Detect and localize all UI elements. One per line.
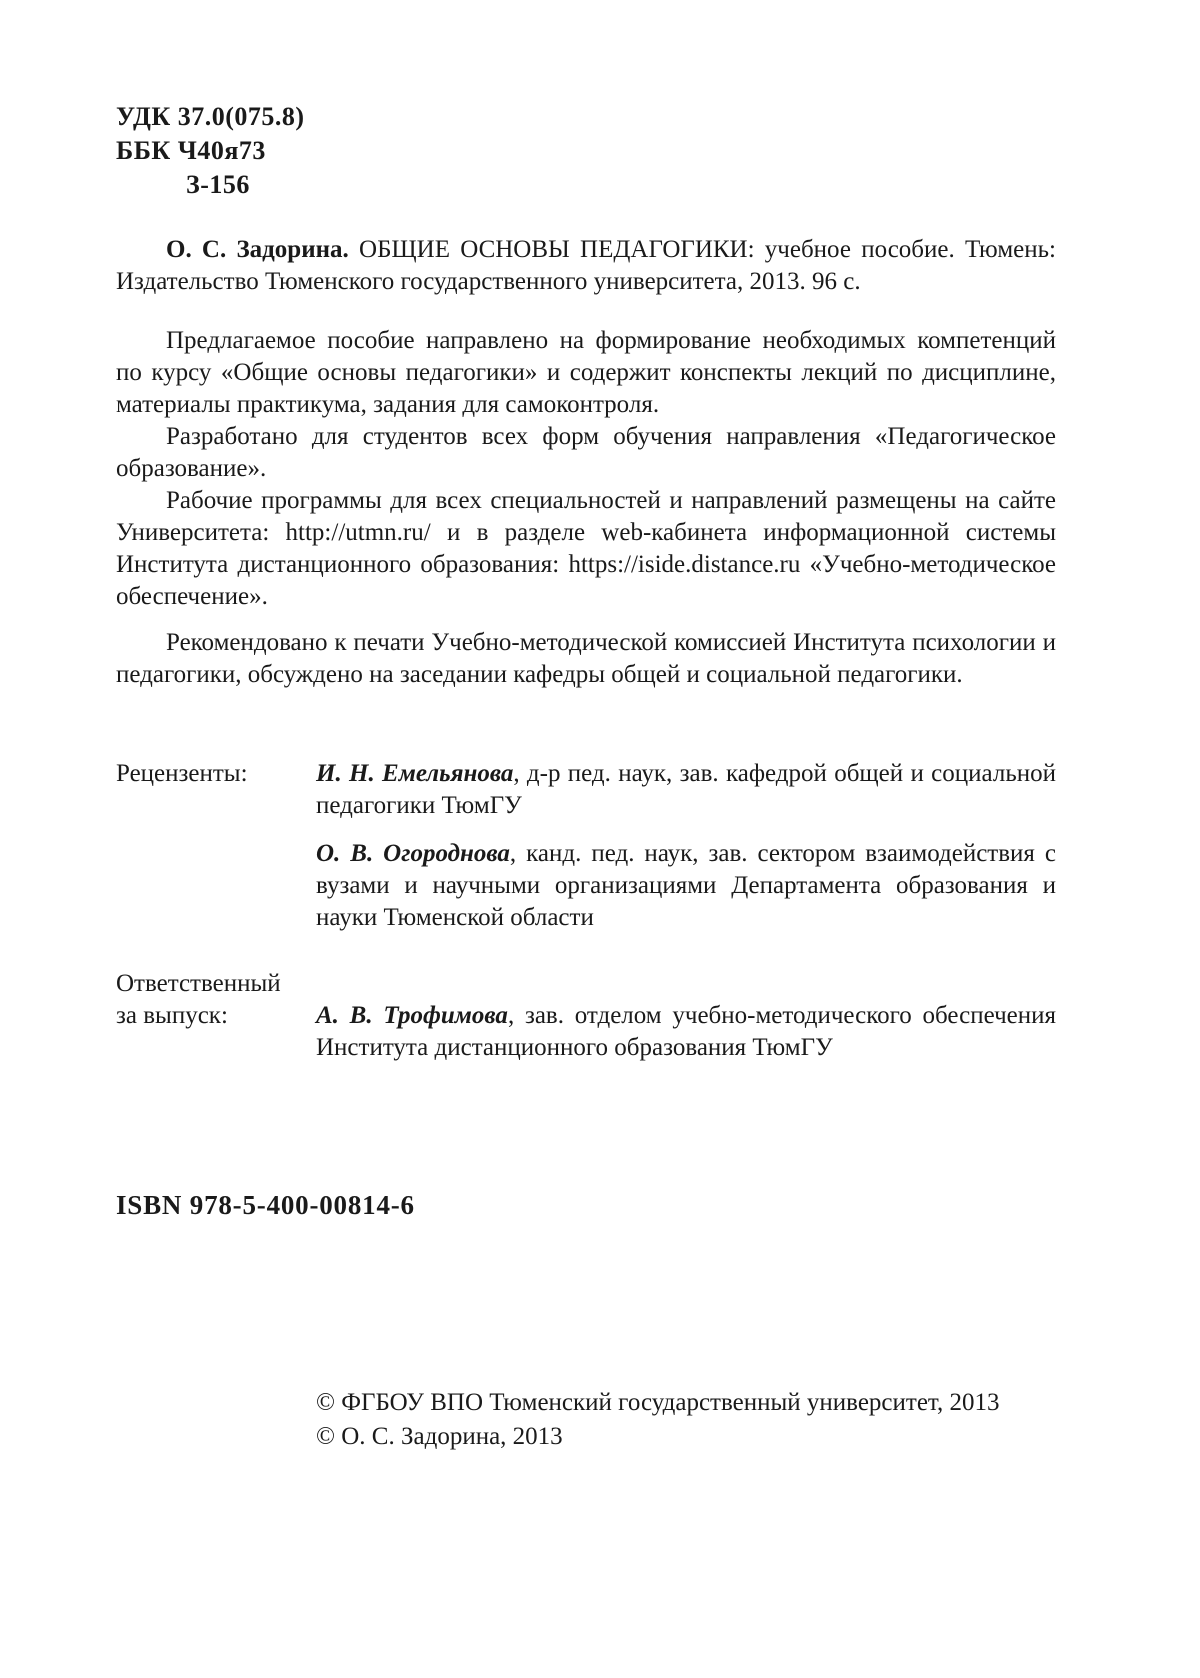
citation-author: О. С. Задорина. <box>166 236 349 263</box>
reviewer-1 <box>316 758 1056 822</box>
reviewer-2 <box>316 838 1056 934</box>
udk-code: УДК 37.0(075.8) <box>116 102 305 131</box>
copyright-line: © О. С. Задорина, 2013 <box>316 1423 563 1450</box>
recommendation-text: Рекомендовано к печати Учебно-методической комиссией Института психологии и педагогики, обсуждено на заседании кафедры общей и социальной педагогики. <box>116 629 1056 688</box>
copyright-line: © ФГБОУ ВПО Тюменский государственный университет, 2013 <box>316 1389 1000 1416</box>
bibliographic-citation <box>116 234 1056 298</box>
abstract-paragraph: Рабочие программы для всех специальностей и направлений размещены на сайте Университета: http://utmn.ru/ и в разделе web-кабинета информационной системы Института дистанционного образования: https://iside.distance.ru «Учебно-методическое обеспечение». <box>116 487 1056 610</box>
responsible-label <box>116 968 281 1032</box>
reviewers-label: Рецензенты: <box>116 760 248 787</box>
author-mark: З-156 <box>186 170 250 199</box>
isbn: ISBN 978-5-400-00814-6 <box>116 1190 415 1220</box>
abstract-paragraph: Предлагаемое пособие направлено на формирование необходимых компетенций по курсу «Общие основы педагогики» и содержит конспекты лекций по дисциплине, материалы практикума, задания для самоконтроля. <box>116 327 1056 418</box>
reviewer-name: И. Н. Емельянова <box>316 760 514 787</box>
reviewer-desc: , д-р пед. наук, зав. кафедрой общей и социальной педагогики ТюмГУ <box>316 760 1056 819</box>
responsible-name: А. В. Трофимова <box>316 1002 508 1029</box>
recommendation <box>116 627 1056 691</box>
reviewer-name: О. В. Огороднова <box>316 840 510 867</box>
abstract-paragraph: Разработано для студентов всех форм обучения направления «Педагогическое образование». <box>116 423 1056 482</box>
bbk-code: ББК Ч40я73 <box>116 136 266 165</box>
citation-text: ОБЩИЕ ОСНОВЫ ПЕДАГОГИКИ: учебное пособие. Тюмень: Издательство Тюменского государственного университета, 2013. 96 с. <box>116 236 1056 295</box>
copyright-block <box>316 1386 999 1454</box>
responsible-label-line1: Ответственный <box>116 970 281 997</box>
responsible-desc: , зав. отделом учебно-методического обеспечения Института дистанционного образования ТюмГУ <box>316 1002 1056 1061</box>
responsible-label-line2: за выпуск: <box>116 1002 228 1029</box>
responsible-person <box>316 1000 1056 1064</box>
reviewer-desc: , канд. пед. наук, зав. сектором взаимодействия с вузами и научными организациями Департамента образования и науки Тюменской области <box>316 840 1056 931</box>
abstract <box>116 325 1056 613</box>
classification-codes <box>116 100 305 202</box>
